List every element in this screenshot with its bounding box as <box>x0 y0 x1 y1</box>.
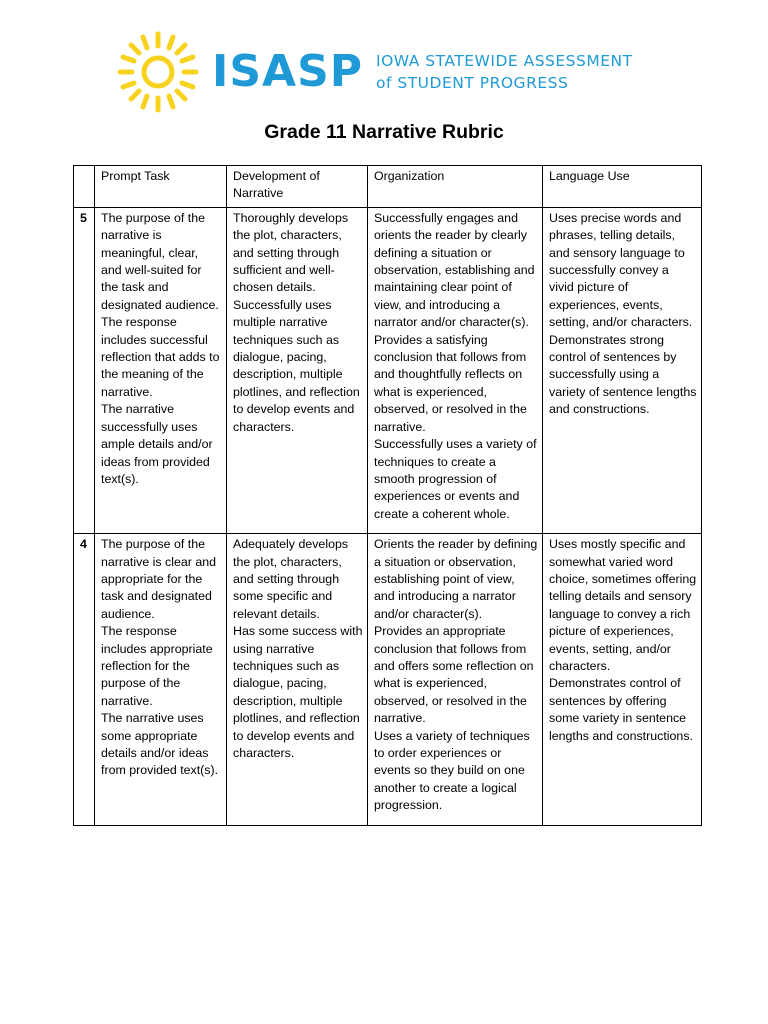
criterion-text: The response includes appropriate reflection for the purpose of the narrative. <box>101 624 213 708</box>
table-row <box>74 534 702 826</box>
criterion-text: The response includes successful reflection that adds to the meaning of the narrative. <box>101 315 220 399</box>
criterion-text: Successfully uses a variety of techniques to create a smooth progression of experiences or events and create a coherent whole. <box>374 437 537 521</box>
criterion-text: The narrative successfully uses ample details and/or ideas from provided text(s). <box>101 402 213 486</box>
criterion-text: Demonstrates control of sentences by offering some variety in sentence lengths and constructions. <box>549 676 693 743</box>
header <box>0 0 768 120</box>
criterion-text: Thoroughly develops the plot, characters, and setting through sufficient and well-chosen details. <box>233 210 349 295</box>
organization-cell <box>368 207 543 533</box>
language-use-cell <box>543 207 702 533</box>
criterion-text: Successfully engages and orients the reader by clearly defining a situation or observation, establishing and maintaining clear point of view, and introducing a narrator and/or character(s). <box>374 210 535 330</box>
criterion-text: Uses mostly specific and somewhat varied word choice, sometimes offering telling details and sensory language to convey a rich picture of experiences, events, setting, and/or characters. <box>549 537 697 673</box>
brand-subtitle-line-2: of STUDENT PROGRESS <box>376 74 569 92</box>
prompt-task-cell <box>95 534 227 826</box>
header-cell-prompt-task: Prompt Task <box>95 166 227 208</box>
development-cell <box>227 207 368 533</box>
development-cell <box>227 534 368 826</box>
criterion-text: Adequately develops the plot, characters, and setting through some specific and relevant details. <box>233 537 349 621</box>
header-cell-language-use: Language Use <box>543 166 702 208</box>
criterion-text: Uses a variety of techniques to order experiences or events so they build on one another to create a logical progression. <box>374 728 530 813</box>
score-cell: 5 <box>74 207 95 533</box>
header-cell-organization: Organization <box>368 166 543 208</box>
page-title: Grade 11 Narrative Rubric <box>264 121 504 143</box>
criterion-text: Uses precise words and phrases, telling details, and sensory language to successfully convey a vivid picture of experiences, events, setting, and/or characters. <box>549 210 693 330</box>
score-cell: 4 <box>74 534 95 826</box>
criterion-text: Demonstrates strong control of sentences by successfully using a variety of sentence lengths and constructions. <box>549 332 697 417</box>
brand-subtitle <box>376 50 633 94</box>
prompt-task-cell <box>95 207 227 533</box>
brand-subtitle-line-1: IOWA STATEWIDE ASSESSMENT <box>376 52 633 70</box>
criterion-text: Has some success with using narrative techniques such as dialogue, pacing, description, multiple plotlines, and reflection to develop events and characters. <box>233 624 363 760</box>
criterion-text: Provides an appropriate conclusion that follows from and offers some reflection on what is experienced, observed, or resolved in the narrative. <box>374 624 534 726</box>
sun-icon <box>116 30 200 114</box>
criterion-text: Provides a satisfying conclusion that follows from and thoughtfully reflects on what is experienced, observed, or resolved in the narrative. <box>374 332 527 434</box>
organization-cell <box>368 534 543 826</box>
table-header-row <box>74 166 702 208</box>
criterion-text: Orients the reader by defining a situation or observation, establishing point of view, and introducing a narrator and/or character(s). <box>374 537 538 621</box>
criterion-text: Successfully uses multiple narrative techniques such as dialogue, pacing, description, multiple plotlines, and reflection to develop events and characters. <box>233 297 360 434</box>
criterion-text: The purpose of the narrative is meaningful, clear, and well-suited for the task and designated audience. <box>101 210 219 312</box>
criterion-text: The narrative uses some appropriate details and/or ideas from provided text(s). <box>101 711 219 778</box>
rubric-table <box>73 165 702 826</box>
header-cell-score <box>74 166 95 208</box>
criterion-text: The purpose of the narrative is clear and appropriate for the task and designated audience. <box>101 537 217 621</box>
table-row <box>74 207 702 533</box>
header-cell-development: Development of Narrative <box>227 166 368 208</box>
language-use-cell <box>543 534 702 826</box>
brand-logo-text: ISASP <box>212 46 364 97</box>
